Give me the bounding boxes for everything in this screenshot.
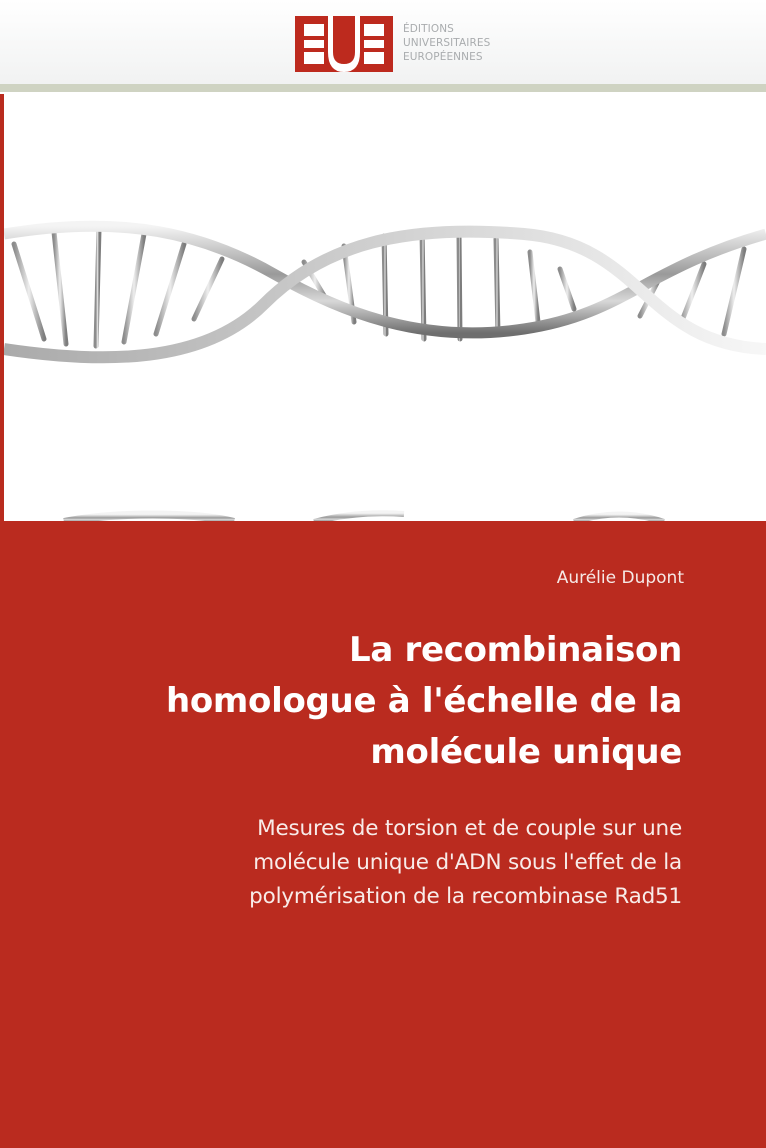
book-subtitle — [62, 812, 682, 914]
cover-image — [4, 94, 766, 522]
publisher-name — [403, 22, 490, 64]
header-divider — [0, 84, 766, 92]
subtitle-line: Mesures de torsion et de couple sur une — [257, 816, 682, 841]
title-line: homologue à l'échelle de la — [165, 681, 682, 721]
title-line: molécule unique — [370, 732, 682, 772]
subtitle-line: molécule unique d'ADN sous l'effet de la — [253, 850, 682, 875]
publisher-name-line: UNIVERSITAIRES — [403, 37, 491, 49]
dna-helix-icon — [4, 94, 766, 522]
subtitle-line: polymérisation de la recombinase Rad51 — [249, 884, 682, 909]
publisher-name-line: EUROPÉENNES — [403, 51, 483, 63]
title-line: La recombinaison — [348, 630, 682, 670]
publisher-name-line: ÉDITIONS — [403, 23, 454, 35]
publisher-header — [0, 0, 766, 84]
book-title — [42, 625, 682, 778]
author-name: Aurélie Dupont — [556, 568, 684, 588]
eue-logo-icon — [295, 16, 393, 72]
